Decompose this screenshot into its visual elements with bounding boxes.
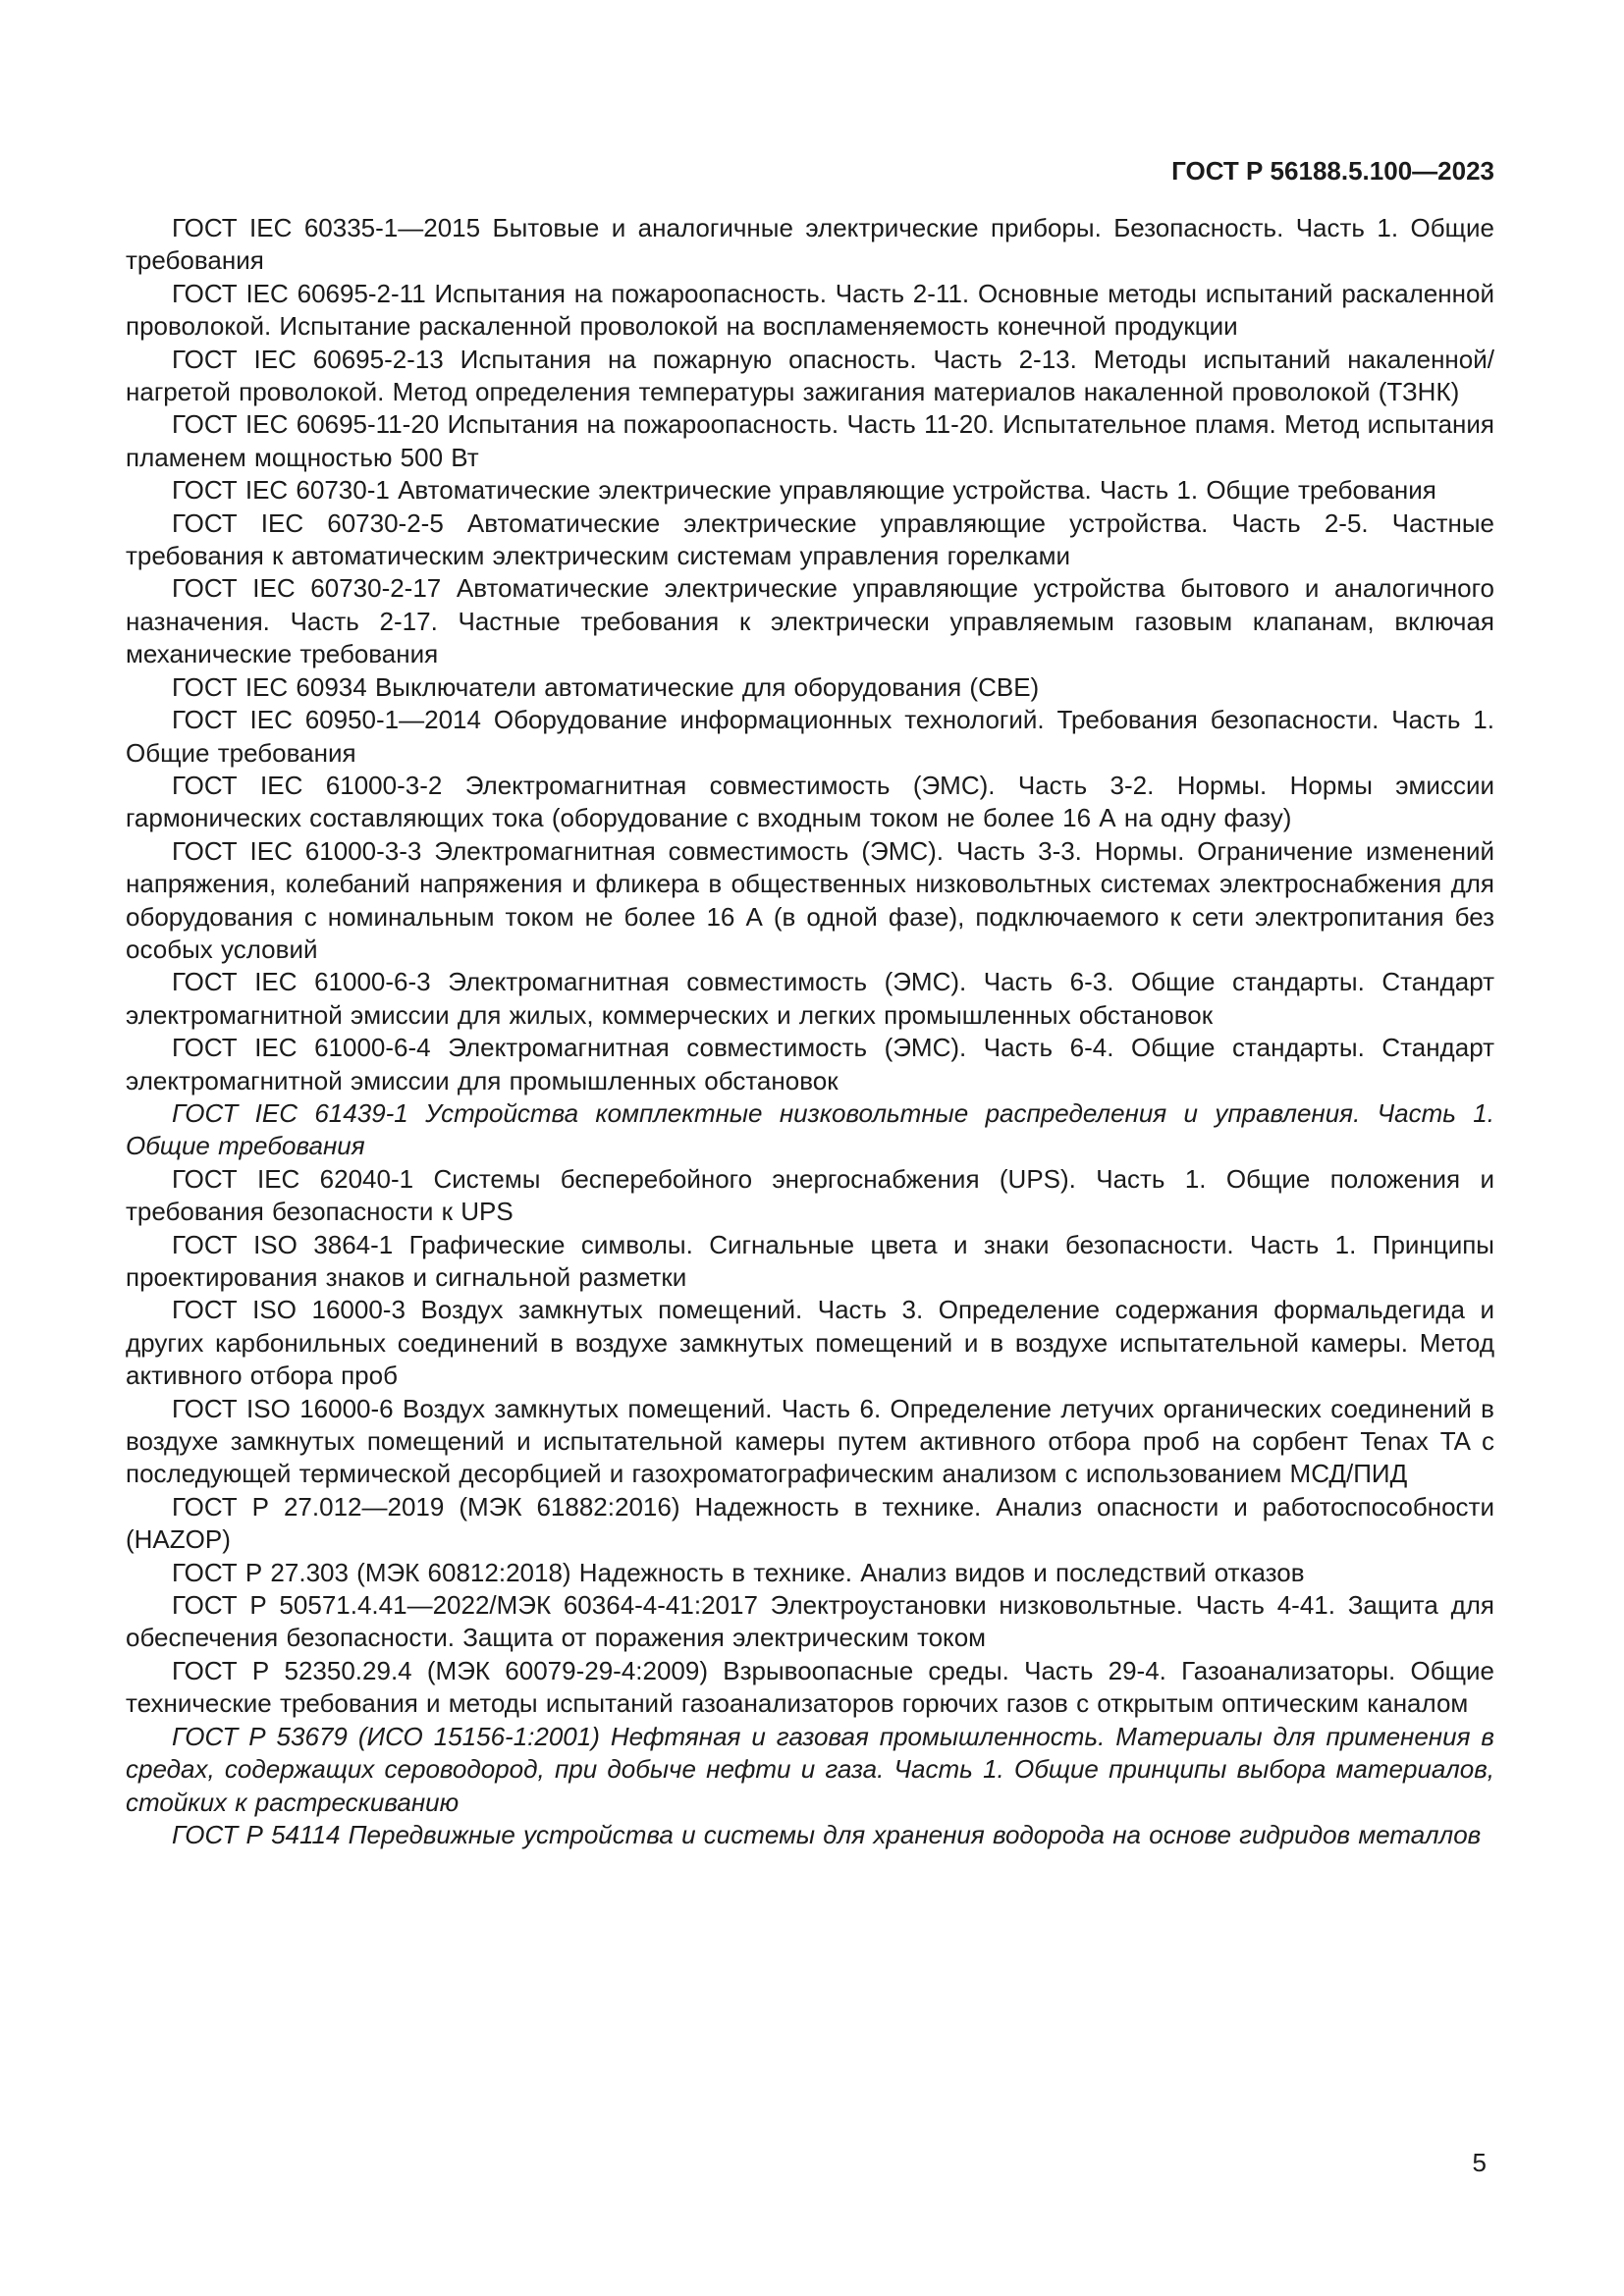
reference-paragraph: ГОСТ Р 50571.4.41—2022/МЭК 60364-4-41:2017 Электроустановки низковольтные. Часть 4-41. Защита для обеспечения безопасности. Защита от поражения электрическим током (126, 1590, 1494, 1653)
reference-paragraph: ГОСТ IEC 62040-1 Системы бесперебойного энергоснабжения (UPS). Часть 1. Общие положения и требования безопасности к UPS (126, 1163, 1494, 1227)
reference-paragraph: ГОСТ IEC 61000-6-3 Электромагнитная совместимость (ЭМС). Часть 6-3. Общие стандарты. Стандарт электромагнитной эмиссии для жилых, коммерческих и легких промышленных обстановок (126, 967, 1494, 1030)
reference-paragraph: ГОСТ Р 27.303 (МЭК 60812:2018) Надежность в технике. Анализ видов и последствий отказов (172, 1557, 1305, 1587)
page-header (126, 155, 1494, 187)
reference-paragraph: ГОСТ IEC 60730-1 Автоматические электрические управляющие устройства. Часть 1. Общие требования (172, 475, 1436, 506)
reference-paragraph: ГОСТ IEC 61000-3-3 Электромагнитная совместимость (ЭМС). Часть 3-3. Нормы. Ограничение изменений напряжения, колебаний напряжения и фликера в общественных низковольтных системах электроснабжения для оборудования с номинальным током не более 16 А (в одной фазе), подключаемого к сети электропитания без особых условий (126, 835, 1494, 964)
reference-paragraph: ГОСТ ISO 3864-1 Графические символы. Сигнальные цвета и знаки безопасности. Часть 1. Принципы проектирования знаков и сигнальной разметки (126, 1229, 1494, 1292)
reference-paragraph: ГОСТ IEC 60695-2-13 Испытания на пожарную опасность. Часть 2-13. Методы испытаний накаленной/нагретой проволокой. Метод определения температуры зажигания материалов накаленной проволокой (ТЗНК) (126, 344, 1494, 407)
reference-paragraph: ГОСТ IEC 60335-1—2015 Бытовые и аналогичные электрические приборы. Безопасность. Часть 1. Общие требования (126, 213, 1494, 276)
reference-paragraph: ГОСТ IEC 60950-1—2014 Оборудование информационных технологий. Требования безопасности. Часть 1. Общие требования (126, 705, 1494, 768)
reference-paragraph: ГОСТ IEC 61000-6-4 Электромагнитная совместимость (ЭМС). Часть 6-4. Общие стандарты. Стандарт электромагнитной эмиссии для промышленных обстановок (126, 1033, 1494, 1095)
reference-paragraph: ГОСТ IEC 60934 Выключатели автоматические для оборудования (CBE) (172, 671, 1040, 702)
page-number: 5 (1472, 2148, 1487, 2177)
reference-paragraph: ГОСТ IEC 60730-2-17 Автоматические электрические управляющие устройства бытового и аналогичного назначения. Часть 2-17. Частные требования к электрически управляемым газовым клапанам, включая механические требования (126, 573, 1494, 669)
reference-paragraph: ГОСТ Р 27.012—2019 (МЭК 61882:2016) Надежность в технике. Анализ опасности и работоспособности (HAZOP) (126, 1491, 1494, 1555)
reference-paragraph: ГОСТ Р 52350.29.4 (МЭК 60079-29-4:2009) Взрывоопасные среды. Часть 29-4. Газоанализаторы. Общие технические требования и методы испытаний газоанализаторов горючих газов с открытым оптическим каналом (126, 1655, 1494, 1719)
document-body (126, 212, 1494, 1851)
reference-paragraph: ГОСТ IEC 61000-3-2 Электромагнитная совместимость (ЭМС). Часть 3-2. Нормы. Нормы эмиссии гармонических составляющих тока (оборудование с входным током не более 16 А на одну фазу) (126, 770, 1494, 833)
reference-paragraph: ГОСТ ISO 16000-6 Воздух замкнутых помещений. Часть 6. Определение летучих органических соединений в воздухе замкнутых помещений и испытательной камеры путем активного отбора проб на сорбент Tenax TA с последующей термической десорбцией и газохроматографическим анализом с использованием МСД/ПИД (126, 1393, 1494, 1489)
reference-paragraph: ГОСТ IEC 61439-1 Устройства комплектные низковольтные распределения и управления. Часть 1. Общие требования (126, 1097, 1494, 1161)
reference-paragraph: ГОСТ Р 54114 Передвижные устройства и системы для хранения водорода на основе гидридов металлов (172, 1819, 1482, 1849)
reference-paragraph: ГОСТ IEC 60695-11-20 Испытания на пожароопасность. Часть 11-20. Испытательное пламя. Метод испытания пламенем мощностью 500 Вт (126, 409, 1494, 472)
reference-paragraph: ГОСТ IEC 60695-2-11 Испытания на пожароопасность. Часть 2-11. Основные методы испытаний раскаленной проволокой. Испытание раскаленной проволокой на воспламеняемость конечной продукции (126, 278, 1494, 342)
reference-paragraph: ГОСТ Р 53679 (ИСО 15156-1:2001) Нефтяная и газовая промышленность. Материалы для применения в средах, содержащих сероводород, при добыче нефти и газа. Часть 1. Общие принципы выбора материалов, стойких к растрескиванию (126, 1721, 1494, 1817)
reference-paragraph: ГОСТ ISO 16000-3 Воздух замкнутых помещений. Часть 3. Определение содержания формальдегида и других карбонильных соединений в воздухе замкнутых помещений и в воздухе испытательной камеры. Метод активного отбора проб (126, 1295, 1494, 1391)
reference-paragraph: ГОСТ IEC 60730-2-5 Автоматические электрические управляющие устройства. Часть 2-5. Частные требования к автоматическим электрическим системам управления горелками (126, 507, 1494, 571)
document-code: ГОСТ Р 56188.5.100—2023 (1171, 156, 1494, 186)
